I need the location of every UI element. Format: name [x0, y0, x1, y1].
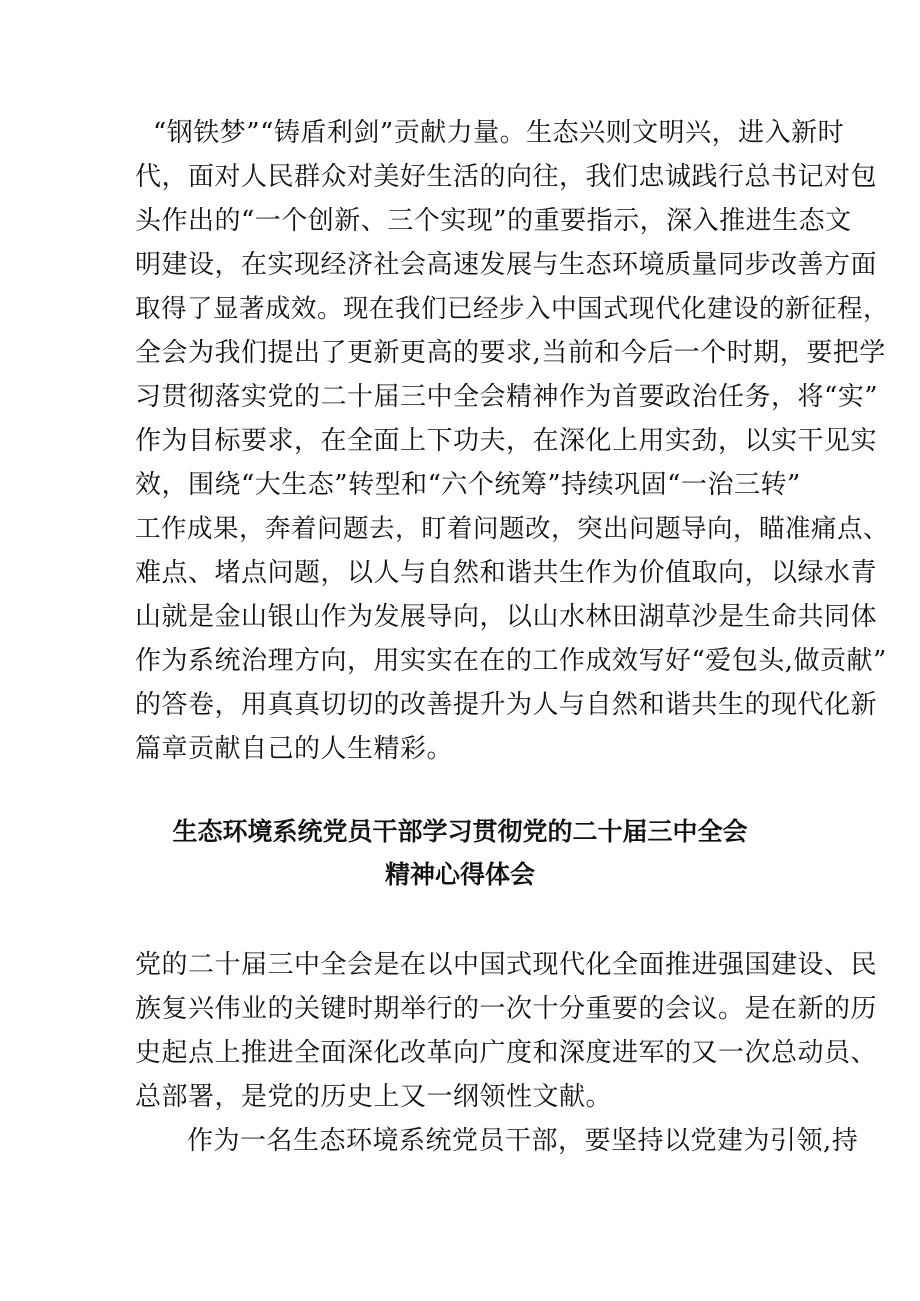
paragraph-line: 头作出的“一个创新、三个实现”的重要指示，深入推进生态文 [135, 206, 852, 236]
paragraph-line: 全会为我们提出了更新更高的要求,当前和今后一个时期，要把学 [135, 338, 886, 368]
title-line-2: 精神心得体会 [384, 860, 535, 889]
paragraph-line: 山就是金山银山作为发展导向，以山水林田湖草沙是生命共同体 [135, 602, 878, 632]
paragraph-line: 史起点上推进全面深化改革向广度和深度进军的又一次总动员、 [135, 1038, 878, 1068]
paragraph-line: 工作成果，奔着问题去，盯着问题改，突出问题导向，瞄准痛点、 [135, 514, 890, 544]
paragraph-line: 习贯彻落实党的二十届三中全会精神作为首要政治任务，将“实” [135, 382, 879, 412]
paragraph-line: 族复兴伟业的关键时期举行的一次十分重要的会议。是在新的历 [135, 994, 878, 1024]
paragraph-line: 代，面对人民群众对美好生活的向往，我们忠诚践行总书记对包 [135, 162, 878, 192]
paragraph-line: 党的二十届三中全会是在以中国式现代化全面推进强国建设、民 [135, 950, 878, 980]
title-line-1: 生态环境系统党员干部学习贯彻党的二十届三中全会 [172, 817, 748, 846]
paragraph-line: 效，围绕“大生态”转型和“六个统筹”持续巩固“一治三转” [135, 470, 801, 500]
paragraph-line: 总部署，是党的历史上又一纲领性文献。 [135, 1082, 613, 1112]
paragraph-line: 难点、堵点问题，以人与自然和谐共生作为价值取向，以绿水青 [135, 558, 878, 588]
paragraph-line: 取得了显著成效。现在我们已经步入中国式现代化建设的新征程， [135, 294, 890, 324]
paragraph-line: 的答卷，用真真切切的改善提升为人与自然和谐共生的现代化新 [135, 690, 878, 720]
paragraph-line: 作为系统治理方向，用实实在在的工作成效写好“爱包头,做贡献” [135, 646, 887, 676]
paragraph-line: “钢铁梦”“铸盾利剑”贡献力量。生态兴则文明兴，进入新时 [153, 118, 845, 148]
paragraph-line: 作为一名生态环境系统党员干部，要坚持以党建为引领,持 [187, 1126, 859, 1156]
paragraph-line: 作为目标要求，在全面上下功夫，在深化上用实劲，以实干见实 [135, 426, 878, 456]
paragraph-line: 明建设，在实现经济社会高速发展与生态环境质量同步改善方面 [135, 250, 878, 280]
paragraph-line: 篇章贡献自己的人生精彩。 [135, 734, 454, 764]
